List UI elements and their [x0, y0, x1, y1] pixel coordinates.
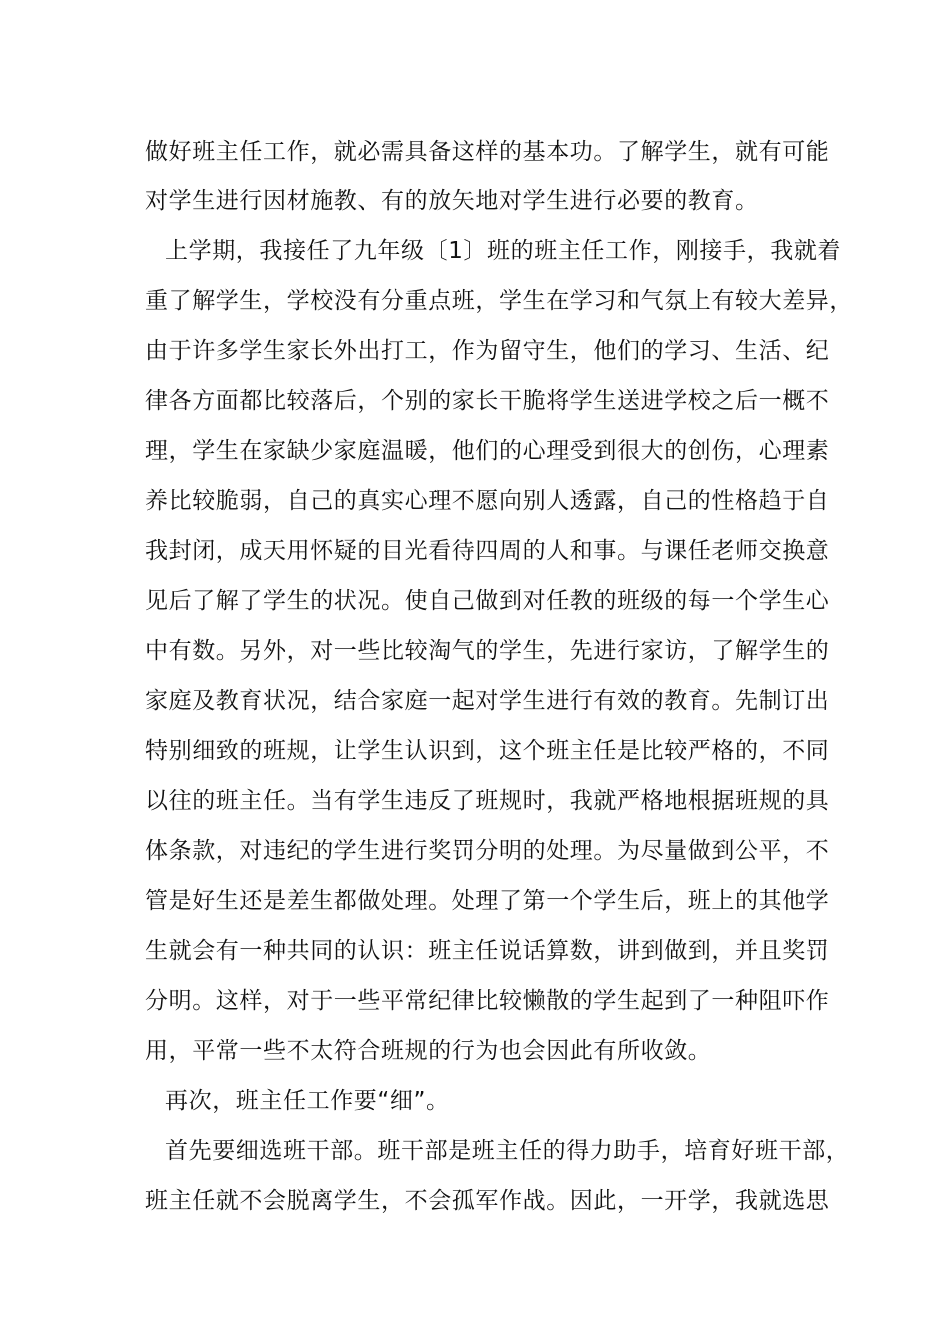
- text-line: 用，平常一些不太符合班规的行为也会因此有所收敛。: [145, 1038, 712, 1064]
- text-line: 理，学生在家缺少家庭温暖，他们的心理受到很大的创伤，心理素: [145, 438, 830, 464]
- text-line: 生就会有一种共同的认识：班主任说话算数，讲到做到，并且奖罚: [145, 938, 830, 964]
- text-line: 见后了解了学生的状况。使自己做到对任教的班级的每一个学生心: [145, 588, 830, 614]
- text-line: 以往的班主任。当有学生违反了班规时，我就严格地根据班规的具: [145, 788, 830, 814]
- text-line: 分明。这样，对于一些平常纪律比较懒散的学生起到了一种阻吓作: [145, 988, 830, 1014]
- text-line: 做好班主任工作，就必需具备这样的基本功。了解学生，就有可能: [145, 139, 830, 165]
- text-line: 由于许多学生家长外出打工，作为留守生，他们的学习、生活、纪: [145, 338, 830, 364]
- text-line: 管是好生还是差生都做处理。处理了第一个学生后，班上的其他学: [145, 888, 830, 914]
- text-line: 特别细致的班规，让学生认识到，这个班主任是比较严格的，不同: [145, 738, 830, 764]
- text-line: 体条款，对违纪的学生进行奖罚分明的处理。为尽量做到公平，不: [145, 838, 830, 864]
- text-line: 家庭及教育状况，结合家庭一起对学生进行有效的教育。先制订出: [145, 688, 830, 714]
- text-line: 对学生进行因材施教、有的放矢地对学生进行必要的教育。: [145, 188, 759, 214]
- text-line: 我封闭，成天用怀疑的目光看待四周的人和事。与课任老师交换意: [145, 538, 830, 564]
- text-line: 中有数。另外，对一些比较淘气的学生，先进行家访，了解学生的: [145, 638, 830, 664]
- paragraph-start-line: 首先要细选班干部。班干部是班主任的得力助手，培育好班干部，: [165, 1138, 850, 1164]
- text-line: 班主任就不会脱离学生，不会孤军作战。因此，一开学，我就选思: [145, 1188, 830, 1214]
- text-line: 养比较脆弱，自己的真实心理不愿向别人透露，自己的性格趋于自: [145, 488, 830, 514]
- paragraph-start-line: 上学期，我接任了九年级〔1〕班的班主任工作，刚接手，我就着: [165, 238, 842, 264]
- text-line: 律各方面都比较落后，个别的家长干脆将学生送进学校之后一概不: [145, 388, 830, 414]
- paragraph-start-line: 再次，班主任工作要“细”。: [165, 1088, 450, 1114]
- text-line: 重了解学生，学校没有分重点班，学生在学习和气氛上有较大差异，: [145, 288, 853, 314]
